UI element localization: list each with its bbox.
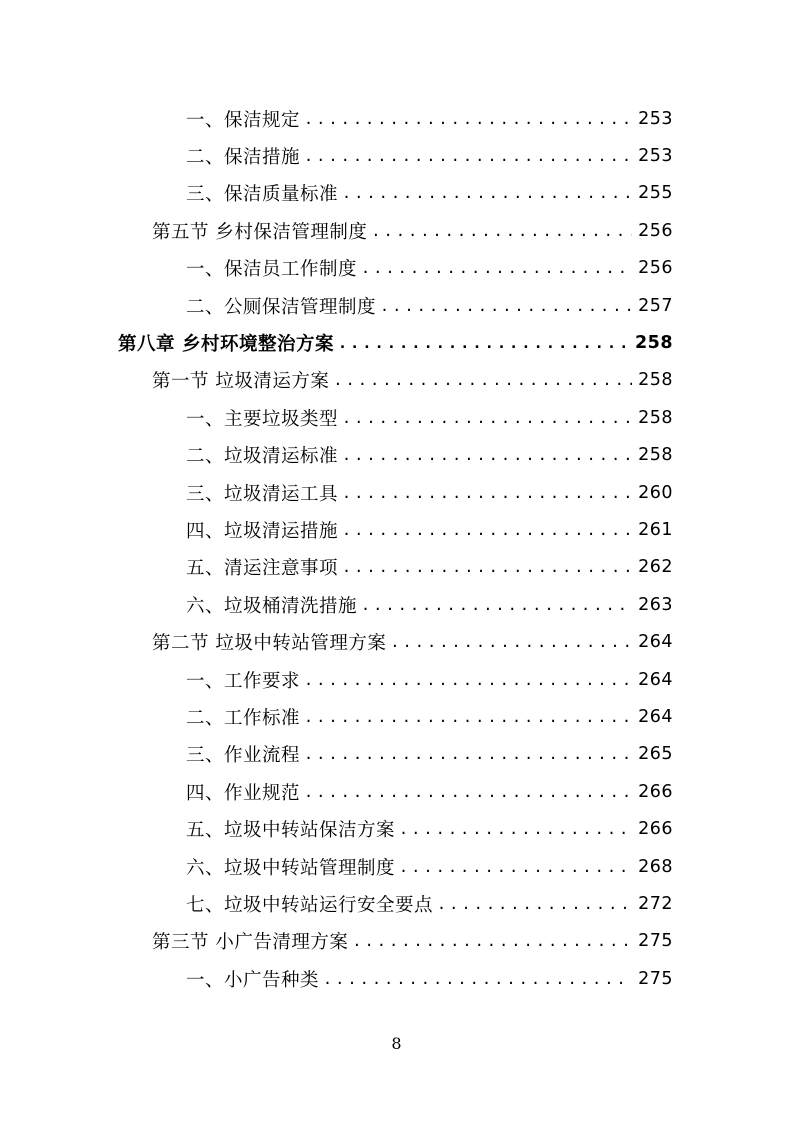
toc-dot-leader [380,297,632,315]
toc-entry-page: 258 [634,333,673,354]
toc-dot-leader [304,147,632,165]
toc-entry-title: 第一节 垃圾清运方案 [152,371,330,393]
toc-dot-leader [390,633,632,651]
toc-subsection-entry[interactable] [0,586,793,623]
toc-entry-page: 253 [638,146,673,167]
toc-section-entry[interactable] [0,923,793,960]
toc-entry-page: 260 [638,482,673,503]
toc-entry-title: 一、小广告种类 [186,969,320,991]
toc-dot-leader [304,783,632,801]
toc-entry-title: 五、垃圾中转站保洁方案 [186,820,396,842]
toc-entry-title: 六、垃圾桶清洗措施 [186,595,358,617]
toc-section-entry[interactable] [0,212,793,249]
toc-dot-leader [342,521,632,539]
toc-entry-page: 266 [638,781,673,802]
toc-entry-title: 四、作业规范 [186,782,301,804]
toc-entry-page: 263 [638,594,673,615]
toc-entry-title: 三、垃圾清运工具 [186,483,339,505]
toc-entry-title: 三、保洁质量标准 [186,184,339,206]
toc-dot-leader [342,446,632,464]
toc-entry-page: 256 [638,220,673,241]
toc-entry-page: 266 [638,819,673,840]
toc-dot-leader [399,858,632,876]
toc-entry-title: 一、工作要求 [186,670,301,692]
toc-entry-page: 253 [638,108,673,129]
toc-entry-title: 一、保洁员工作制度 [186,259,358,281]
toc-subsection-entry[interactable] [0,848,793,885]
toc-subsection-entry[interactable] [0,661,793,698]
toc-subsection-entry[interactable] [0,474,793,511]
toc-entry-title: 二、公厕保洁管理制度 [186,296,377,318]
toc-entry-page: 264 [638,706,673,727]
toc-dot-leader [342,484,632,502]
toc-dot-leader [342,409,632,427]
toc-dot-leader [333,371,632,389]
toc-subsection-entry[interactable] [0,773,793,810]
toc-dot-leader [304,708,632,726]
toc-entry-page: 268 [638,856,673,877]
toc-entry-page: 261 [638,519,673,540]
toc-subsection-entry[interactable] [0,549,793,586]
toc-chapter-entry[interactable] [0,324,793,361]
toc-section-entry[interactable] [0,623,793,660]
toc-entry-title: 四、垃圾清运措施 [186,520,339,542]
toc-entry-title: 一、主要垃圾类型 [186,408,339,430]
toc-entry-page: 264 [638,632,673,653]
toc-dot-leader [338,334,629,352]
toc-entry-title: 第八章 乡村环境整治方案 [118,334,334,356]
toc-subsection-entry[interactable] [0,511,793,548]
toc-entry-title: 第三节 小广告清理方案 [152,932,349,954]
toc-entry-page: 275 [638,931,673,952]
toc-subsection-entry[interactable] [0,100,793,137]
toc-subsection-entry[interactable] [0,698,793,735]
toc-dot-leader [361,259,632,277]
toc-entry-title: 五、清运注意事项 [186,558,339,580]
toc-dot-leader [342,184,632,202]
toc-subsection-entry[interactable] [0,437,793,474]
toc-subsection-entry[interactable] [0,399,793,436]
toc-subsection-entry[interactable] [0,810,793,847]
toc-entry-page: 262 [638,557,673,578]
toc-entry-page: 258 [638,407,673,428]
toc-entry-title: 二、垃圾清运标准 [186,446,339,468]
toc-entry-page: 264 [638,669,673,690]
toc-subsection-entry[interactable] [0,175,793,212]
toc-entry-page: 275 [638,968,673,989]
toc-dot-leader [437,895,632,913]
toc-entry-page: 257 [638,295,673,316]
toc-dot-leader [342,558,632,576]
toc-subsection-entry[interactable] [0,287,793,324]
toc-dot-leader [399,820,632,838]
toc-entry-title: 七、垃圾中转站运行安全要点 [186,894,434,916]
toc-dot-leader [323,970,632,988]
toc-dot-leader [304,745,632,763]
toc-subsection-entry[interactable] [0,137,793,174]
toc-entry-page: 272 [638,893,673,914]
toc-entry-page: 255 [638,183,673,204]
toc-entry-page: 258 [638,445,673,466]
toc-entry-title: 二、工作标准 [186,707,301,729]
toc-dot-leader [304,110,632,128]
toc-subsection-entry[interactable] [0,250,793,287]
toc-entry-title: 第五节 乡村保洁管理制度 [152,221,368,243]
toc-entry-page: 265 [638,744,673,765]
toc-entry-title: 一、保洁规定 [186,109,301,131]
toc-entry-page: 256 [638,258,673,279]
toc-subsection-entry[interactable] [0,736,793,773]
toc-entry-title: 第二节 垃圾中转站管理方案 [152,633,387,655]
toc-subsection-entry[interactable] [0,885,793,922]
toc-entry-title: 六、垃圾中转站管理制度 [186,857,396,879]
table-of-contents [0,100,793,997]
toc-dot-leader [361,596,632,614]
toc-section-entry[interactable] [0,362,793,399]
page-number: 8 [391,1034,402,1053]
toc-dot-leader [352,932,632,950]
toc-dot-leader [371,222,632,240]
toc-subsection-entry[interactable] [0,960,793,997]
toc-entry-title: 二、保洁措施 [186,147,301,169]
toc-entry-title: 三、作业流程 [186,745,301,767]
toc-dot-leader [304,671,632,689]
toc-entry-page: 258 [638,370,673,391]
